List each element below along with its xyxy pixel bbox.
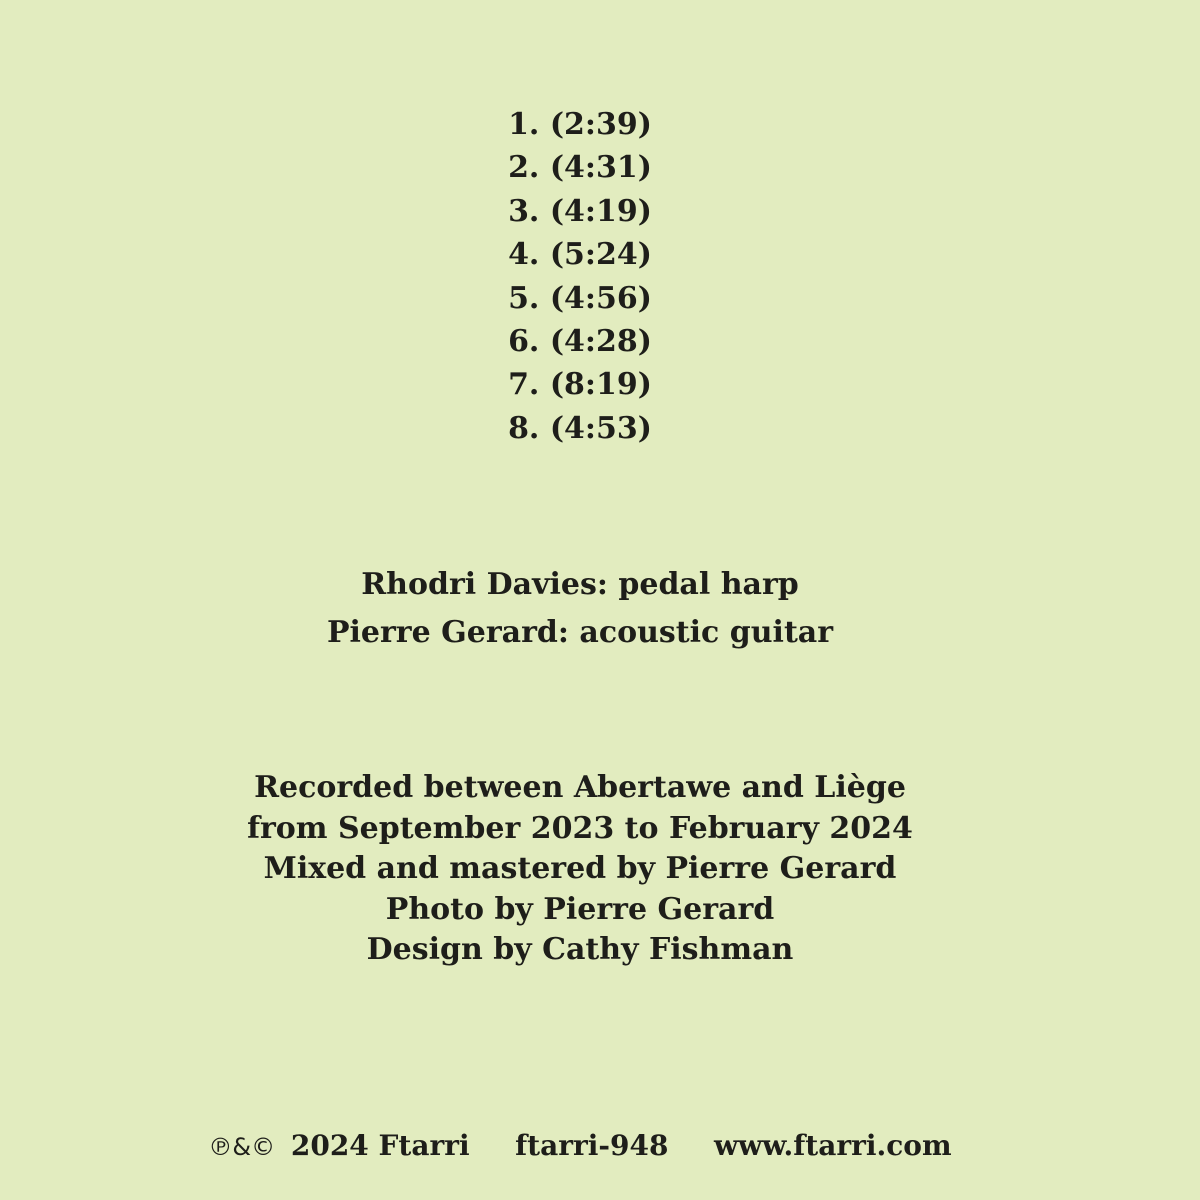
phonogram-copyright-symbols: ℗&© xyxy=(208,1133,276,1161)
track-item: 2. (4:31) xyxy=(508,150,652,186)
track-item: 7. (8:19) xyxy=(508,367,652,403)
track-list xyxy=(0,103,1160,450)
track-item: 1. (2:39) xyxy=(508,107,652,142)
note-line: Photo by Pierre Gerard xyxy=(385,891,775,927)
note-line: Design by Cathy Fishman xyxy=(366,932,794,967)
track-item: 3. (4:19) xyxy=(508,193,652,229)
performer-line: Rhodri Davies: pedal harp xyxy=(361,567,799,602)
footer xyxy=(0,1126,1160,1167)
track-item: 4. (5:24) xyxy=(508,237,652,273)
copyright-text: 2024 Ftarri xyxy=(290,1129,470,1162)
performer-credits xyxy=(0,561,1160,657)
track-item: 6. (4:28) xyxy=(508,324,652,360)
catalog-number: ftarri-948 xyxy=(515,1129,669,1162)
performer-line: Pierre Gerard: acoustic guitar xyxy=(326,615,834,650)
website-text: www.ftarri.com xyxy=(713,1129,952,1162)
note-line: Recorded between Abertawe and Liège xyxy=(254,770,906,805)
track-item: 5. (4:56) xyxy=(508,280,652,316)
production-notes xyxy=(0,768,1160,971)
track-item: 8. (4:53) xyxy=(508,410,652,446)
note-line: Mixed and mastered by Pierre Gerard xyxy=(263,851,897,886)
note-line: from September 2023 to February 2024 xyxy=(247,810,913,846)
